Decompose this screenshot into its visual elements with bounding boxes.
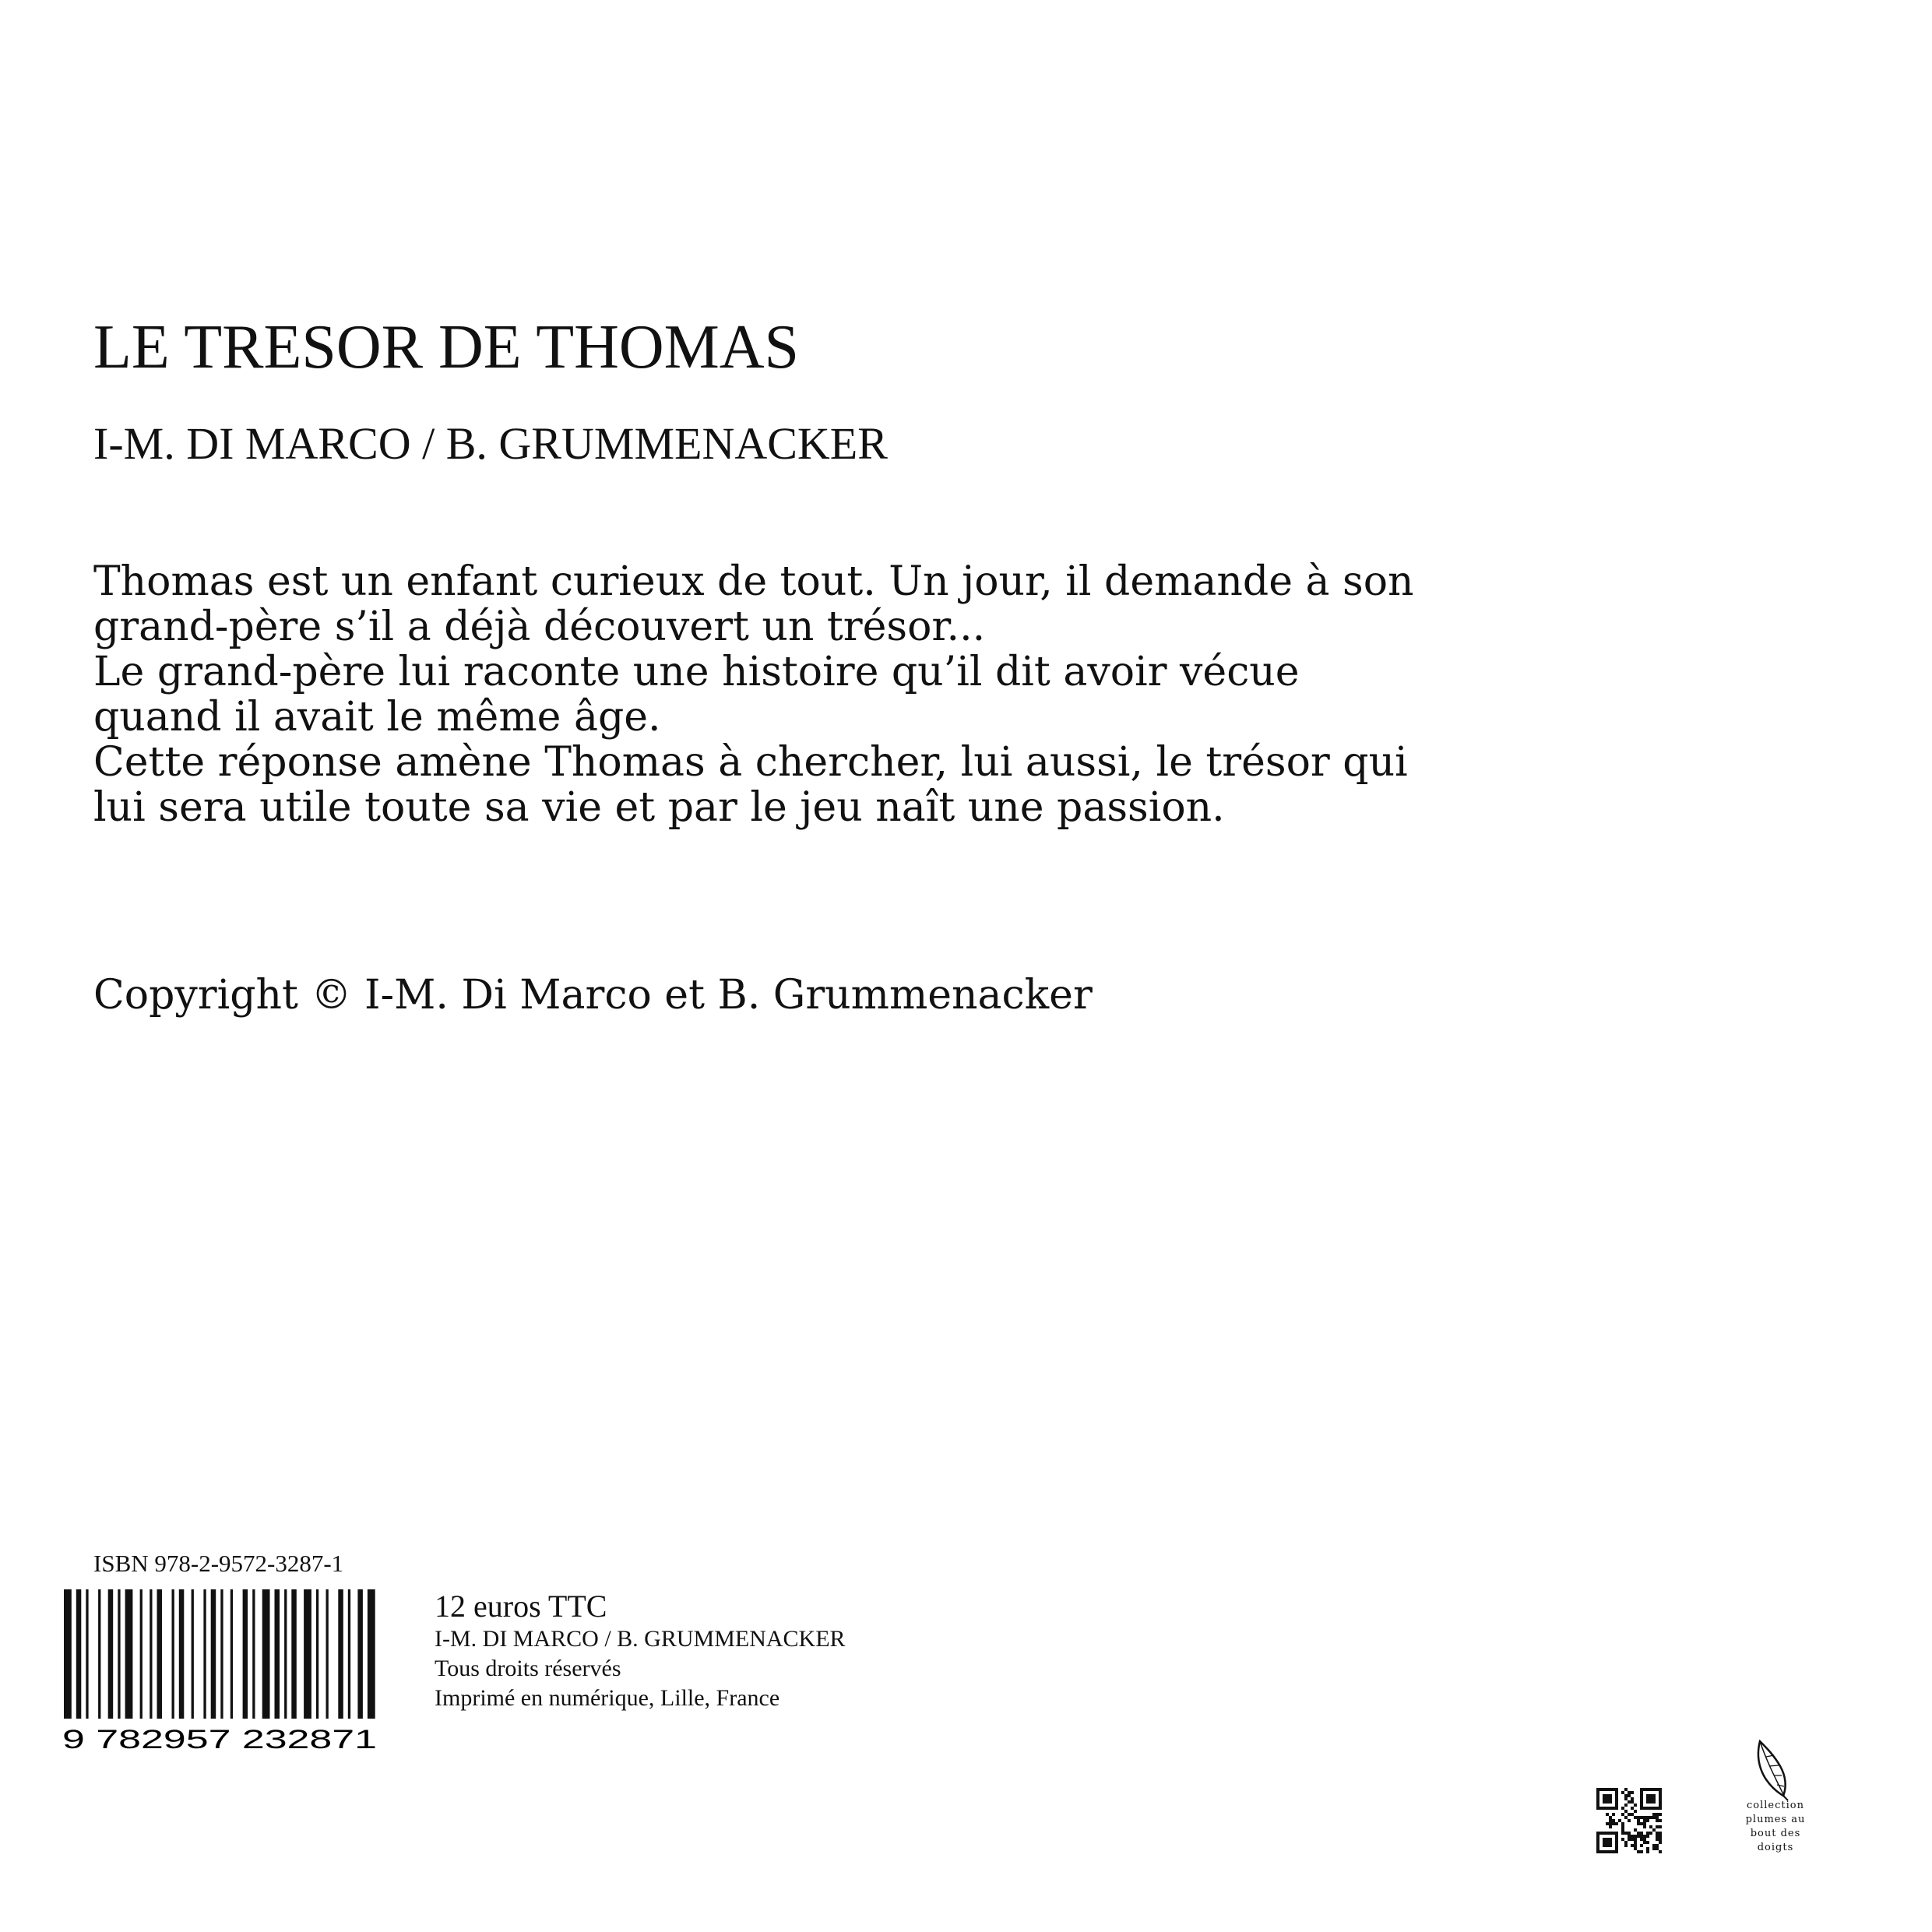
qr-module bbox=[1621, 1825, 1624, 1828]
barcode-graphic bbox=[55, 1585, 385, 1756]
qr-module bbox=[1609, 1825, 1612, 1828]
summary-paragraph: Thomas est un enfant curieux de tout. Un jour, il demande à son grand-père s’il a déjà découvert un trésor... bbox=[93, 558, 1414, 650]
qr-module bbox=[1637, 1850, 1640, 1853]
qr-module bbox=[1606, 1813, 1609, 1816]
isbn-label: ISBN 978-2-9572-3287-1 bbox=[93, 1550, 344, 1577]
barcode-bar bbox=[252, 1589, 255, 1719]
barcode-bar bbox=[140, 1589, 143, 1719]
qr-finder bbox=[1603, 1838, 1612, 1847]
summary-paragraph: Le grand-père lui raconte une histoire qu’il dit avoir vécue quand il avait le même âge. bbox=[93, 649, 1300, 741]
qr-module bbox=[1640, 1832, 1643, 1835]
qr-module bbox=[1631, 1838, 1634, 1841]
qr-module bbox=[1637, 1822, 1640, 1825]
qr-module bbox=[1634, 1804, 1637, 1807]
summary-paragraph: Cette réponse amène Thomas à chercher, lui aussi, le trésor qui lui sera utile toute sa vie et par le jeu naît une passion. bbox=[93, 739, 1408, 831]
barcode-bar bbox=[172, 1589, 174, 1719]
qr-module bbox=[1634, 1844, 1637, 1847]
price: 12 euros TTC bbox=[435, 1589, 607, 1624]
barcode-bar bbox=[326, 1589, 329, 1719]
qr-module bbox=[1634, 1816, 1637, 1819]
qr-module bbox=[1652, 1847, 1656, 1850]
qr-module bbox=[1628, 1832, 1631, 1835]
qr-module bbox=[1624, 1841, 1628, 1844]
qr-module bbox=[1628, 1813, 1631, 1816]
qr-finder bbox=[1603, 1794, 1612, 1804]
qr-module bbox=[1621, 1813, 1624, 1816]
qr-module bbox=[1659, 1813, 1662, 1816]
qr-module bbox=[1652, 1828, 1656, 1832]
isbn-barcode bbox=[55, 1585, 385, 1756]
qr-module bbox=[1656, 1813, 1659, 1816]
copyright-notice: Copyright © I-M. Di Marco et B. Grummenacker bbox=[93, 972, 1093, 1019]
qr-module bbox=[1612, 1822, 1615, 1825]
barcode-bar bbox=[150, 1589, 152, 1719]
qr-module bbox=[1646, 1847, 1649, 1850]
qr-module bbox=[1640, 1844, 1643, 1847]
qr-module bbox=[1631, 1791, 1634, 1794]
qr-module bbox=[1637, 1835, 1640, 1838]
qr-module bbox=[1646, 1835, 1649, 1838]
barcode-bar bbox=[368, 1589, 375, 1719]
qr-module bbox=[1606, 1822, 1609, 1825]
qr-module bbox=[1656, 1844, 1659, 1847]
qr-module bbox=[1659, 1838, 1662, 1841]
barcode-digits: 9 782957 232871 bbox=[62, 1725, 377, 1754]
qr-module bbox=[1612, 1819, 1615, 1822]
qr-module bbox=[1643, 1825, 1646, 1828]
qr-module bbox=[1621, 1807, 1624, 1810]
qr-module bbox=[1643, 1822, 1646, 1825]
qr-code-graphic bbox=[1596, 1788, 1662, 1853]
qr-module bbox=[1609, 1819, 1612, 1822]
qr-module bbox=[1634, 1810, 1637, 1813]
barcode-bar bbox=[76, 1589, 82, 1719]
qr-module bbox=[1631, 1800, 1634, 1804]
qr-module bbox=[1656, 1835, 1659, 1838]
barcode-bar bbox=[304, 1589, 311, 1719]
qr-module bbox=[1656, 1816, 1659, 1819]
book-title: LE TRESOR DE THOMAS bbox=[93, 313, 800, 382]
qr-module bbox=[1618, 1819, 1621, 1822]
qr-module bbox=[1624, 1844, 1628, 1847]
qr-module bbox=[1649, 1825, 1652, 1828]
qr-module bbox=[1649, 1816, 1652, 1819]
qr-module bbox=[1615, 1822, 1618, 1825]
price-block bbox=[435, 1589, 846, 1713]
barcode-bar bbox=[262, 1589, 270, 1719]
imprint-authors: I-M. DI MARCO / B. GRUMMENACKER bbox=[435, 1626, 846, 1652]
qr-module bbox=[1621, 1838, 1624, 1841]
barcode-bar bbox=[357, 1589, 363, 1719]
feather-graphic bbox=[1735, 1740, 1813, 1802]
qr-module bbox=[1612, 1813, 1615, 1816]
qr-module bbox=[1646, 1841, 1649, 1844]
barcode-bar bbox=[118, 1589, 120, 1719]
qr-module bbox=[1628, 1800, 1631, 1804]
qr-module bbox=[1628, 1794, 1631, 1797]
qr-module bbox=[1640, 1850, 1643, 1853]
qr-module bbox=[1656, 1847, 1659, 1850]
qr-module bbox=[1624, 1794, 1628, 1797]
barcode-bar bbox=[348, 1589, 350, 1719]
barcode-bar bbox=[338, 1589, 343, 1719]
qr-module bbox=[1643, 1835, 1646, 1838]
qr-module bbox=[1659, 1850, 1662, 1853]
qr-module bbox=[1634, 1828, 1637, 1832]
qr-module bbox=[1634, 1838, 1637, 1841]
qr-module bbox=[1631, 1835, 1634, 1838]
qr-module bbox=[1643, 1816, 1646, 1819]
qr-module bbox=[1637, 1832, 1640, 1835]
qr-module bbox=[1637, 1816, 1640, 1819]
qr-module bbox=[1656, 1825, 1659, 1828]
summary bbox=[93, 559, 1417, 830]
barcode-bar bbox=[220, 1589, 223, 1719]
barcode-bar bbox=[157, 1589, 163, 1719]
barcode-bar bbox=[243, 1589, 248, 1719]
qr-module bbox=[1652, 1813, 1656, 1816]
qr-module bbox=[1652, 1816, 1656, 1819]
qr-module bbox=[1628, 1791, 1631, 1794]
qr-module bbox=[1609, 1822, 1612, 1825]
qr-module bbox=[1656, 1819, 1659, 1822]
qr-module bbox=[1643, 1841, 1646, 1844]
barcode-bar bbox=[179, 1589, 185, 1719]
qr-module bbox=[1646, 1816, 1649, 1819]
barcode-bar bbox=[275, 1589, 280, 1719]
print-location: Imprimé en numérique, Lille, France bbox=[435, 1685, 780, 1711]
barcode-bar bbox=[64, 1589, 72, 1719]
qr-module bbox=[1656, 1832, 1659, 1835]
qr-module bbox=[1659, 1819, 1662, 1822]
barcode-bar bbox=[316, 1589, 318, 1719]
qr-module bbox=[1631, 1813, 1634, 1816]
barcode-bar bbox=[231, 1589, 233, 1719]
barcode-bars bbox=[64, 1589, 375, 1719]
qr-module bbox=[1643, 1838, 1646, 1841]
qr-module bbox=[1659, 1825, 1662, 1828]
qr-finder bbox=[1646, 1794, 1656, 1804]
barcode-bar bbox=[98, 1589, 100, 1719]
qr-module bbox=[1634, 1847, 1637, 1850]
qr-module bbox=[1621, 1832, 1624, 1835]
qr-module bbox=[1637, 1819, 1640, 1822]
qr-module bbox=[1652, 1844, 1656, 1847]
qr-module bbox=[1624, 1832, 1628, 1835]
barcode-bar bbox=[211, 1589, 216, 1719]
qr-module bbox=[1631, 1844, 1634, 1847]
qr-module bbox=[1631, 1797, 1634, 1800]
qr-module bbox=[1646, 1832, 1649, 1835]
qr-module bbox=[1640, 1835, 1643, 1838]
qr-module bbox=[1659, 1835, 1662, 1838]
barcode-bar bbox=[284, 1589, 287, 1719]
barcode-bar bbox=[86, 1589, 88, 1719]
qr-module bbox=[1621, 1822, 1624, 1825]
qr-module bbox=[1628, 1819, 1631, 1822]
book-authors: I-M. DI MARCO / B. GRUMMENACKER bbox=[93, 418, 888, 469]
barcode-bar bbox=[125, 1589, 133, 1719]
qr-module bbox=[1621, 1828, 1624, 1832]
qr-module bbox=[1634, 1841, 1637, 1844]
barcode-bar bbox=[192, 1589, 194, 1719]
qr-module bbox=[1659, 1841, 1662, 1844]
qr-module bbox=[1621, 1791, 1624, 1794]
barcode-bar bbox=[291, 1589, 297, 1719]
qr-module bbox=[1624, 1810, 1628, 1813]
qr-module bbox=[1640, 1822, 1643, 1825]
barcode-bar bbox=[203, 1589, 206, 1719]
qr-module bbox=[1631, 1807, 1634, 1810]
qr-code-icon bbox=[1596, 1788, 1662, 1853]
qr-module bbox=[1634, 1835, 1637, 1838]
qr-module bbox=[1643, 1819, 1646, 1822]
qr-module bbox=[1649, 1832, 1652, 1835]
qr-module bbox=[1624, 1816, 1628, 1819]
qr-module bbox=[1624, 1804, 1628, 1807]
qr-module bbox=[1656, 1838, 1659, 1841]
collection-label: collection plumes au bout des doigts bbox=[1745, 1800, 1806, 1853]
qr-module bbox=[1624, 1797, 1628, 1800]
qr-module bbox=[1659, 1832, 1662, 1835]
qr-module bbox=[1628, 1835, 1631, 1838]
qr-module bbox=[1624, 1788, 1628, 1791]
barcode-bar bbox=[108, 1589, 114, 1719]
rights-notice: Tous droits réservés bbox=[435, 1656, 621, 1681]
qr-module bbox=[1628, 1838, 1631, 1841]
qr-module bbox=[1646, 1819, 1649, 1822]
qr-module bbox=[1640, 1816, 1643, 1819]
qr-module bbox=[1646, 1850, 1649, 1853]
qr-module bbox=[1640, 1838, 1643, 1841]
qr-module bbox=[1609, 1816, 1612, 1819]
